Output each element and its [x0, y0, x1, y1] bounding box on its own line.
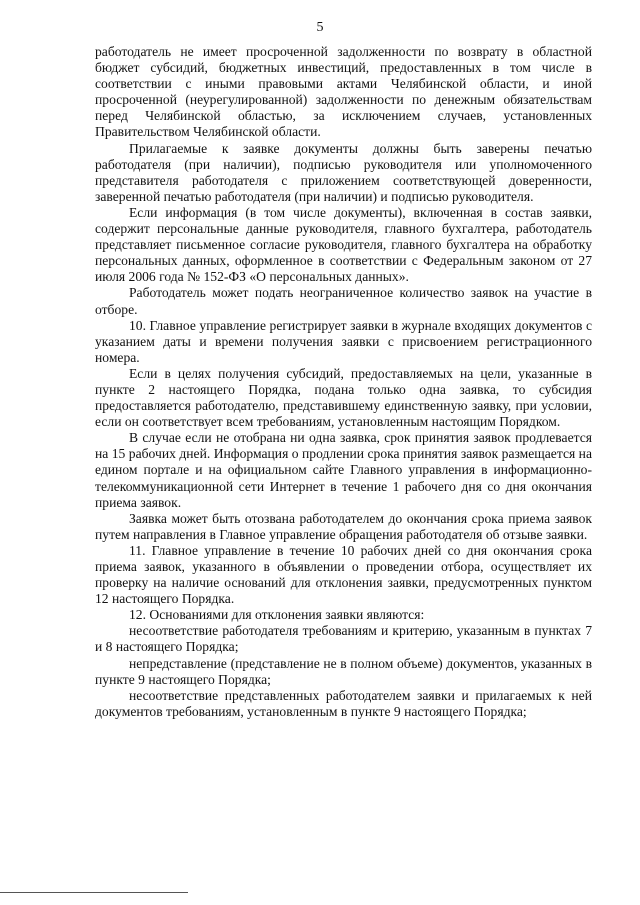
paragraph-personal-data-consent: Если информация (в том числе документы), включенная в состав заявки, содержит персональные данные руководителя, главного бухгалтера, работодатель представляет письменное согласие руководителя, главного бухгалтера на обработку персональных данных, оформленное в соответствии с Федеральным законом от 27 июля 2006 года № 152-ФЗ «О персональных данных».	[95, 204, 592, 285]
document-body	[95, 44, 592, 720]
paragraph-deadline-extension: В случае если не отобрана ни одна заявка, срок принятия заявок продлевается на 15 рабочих дней. Информация о продлении срока принятия заявок размещается на едином портале и на официальном сайте Главного управления в информационно-телекоммуникационной сети Интернет в течение 1 рабочего дня со дня окончания приема заявок.	[95, 430, 592, 510]
paragraph-ground-invalid-documents: несоответствие представленных работодателем заявки и прилагаемых к ней документов требованиям, установленным в пункте 9 настоящего Порядка;	[95, 687, 592, 719]
paragraph-unlimited-applications: Работодатель может подать неограниченное количество заявок на участие в отборе.	[95, 285, 592, 317]
footer-divider	[0, 892, 188, 893]
paragraph-clause-10-registration: 10. Главное управление регистрирует заявки в журнале входящих документов с указанием даты и времени получения заявки с присвоением регистрационного номера.	[95, 317, 592, 365]
paragraph-clause-12-grounds: 12. Основаниями для отклонения заявки являются:	[129, 607, 425, 623]
paragraph-ground-noncompliance: несоответствие работодателя требованиям и критерию, указанным в пунктах 7 и 8 настоящего Порядка;	[95, 623, 592, 655]
page-number: 5	[316, 20, 324, 35]
paragraph-application-withdrawal: Заявка может быть отозвана работодателем до окончания срока приема заявок путем направления в Главное управление обращения работодателя об отзыве заявки.	[95, 510, 592, 542]
paragraph-document-certification: Прилагаемые к заявке документы должны быть заверены печатью работодателя (при наличии), подписью руководителя или уполномоченного представителя работодателя с приложением соответствующей доверенности, заверенной печатью работодателя (при наличии) и подписью руководителя.	[95, 140, 592, 204]
paragraph-single-application: Если в целях получения субсидий, предоставляемых на цели, указанные в пункте 2 настоящего Порядка, подана только одна заявка, то субсидия предоставляется работодателю, представившему единственную заявку, при условии, если он соответствует всем требованиям, установленным настоящим Порядком.	[95, 365, 592, 430]
paragraph-ground-missing-documents: непредставление (представление не в полном объеме) документов, указанных в пункте 9 настоящего Порядка;	[95, 655, 592, 687]
paragraph-clause-11-review: 11. Главное управление в течение 10 рабочих дней со дня окончания срока приема заявок, указанного в объявлении о проведении отбора, осуществляет их проверку на наличие оснований для отклонения заявки, предусмотренных пунктом 12 настоящего Порядка.	[95, 542, 592, 607]
paragraph-debt-condition: работодатель не имеет просроченной задолженности по возврату в областной бюджет субсидий, бюджетных инвестиций, предоставленных в том числе в соответствии с иными правовыми актами Челябинской области, и иной просроченной (неурегулированной) задолженности по денежным обязательствам перед Челябинской областью, за исключением случаев, установленных Правительством Челябинской области.	[95, 44, 592, 140]
